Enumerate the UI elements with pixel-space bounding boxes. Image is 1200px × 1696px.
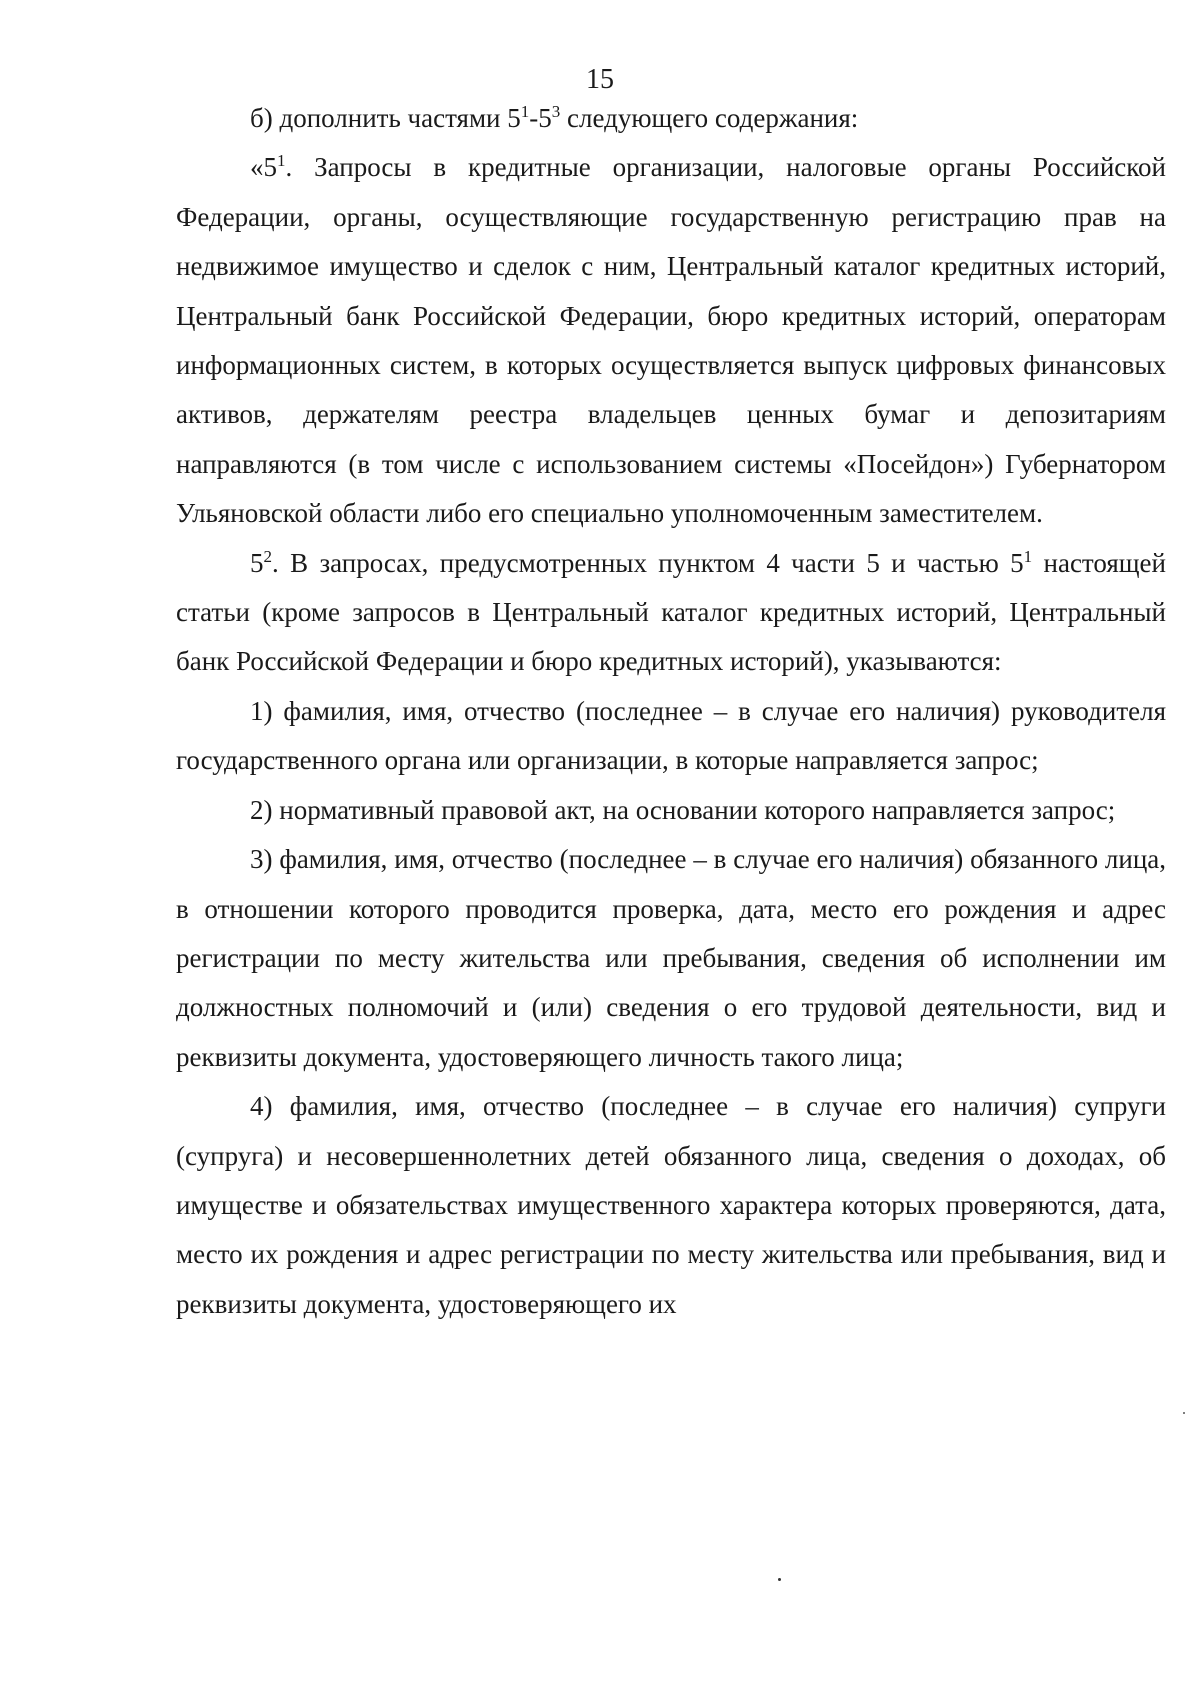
intro-text-pre: б) дополнить частями 5	[250, 103, 521, 133]
part-5-2-text-post: настоящей статьи (кроме запросов в Центральный каталог кредитных историй, Центральный банк Российской Федерации и бюро кредитных историй), указываются:	[176, 547, 1166, 677]
part-5-1-text-pre: «5	[250, 152, 277, 183]
page-number: 15	[586, 64, 614, 95]
paragraph-intro	[176, 94, 1166, 143]
scan-speck	[1183, 1412, 1185, 1414]
intro-superscript-2: 3	[551, 102, 561, 121]
list-item-3: 3) фамилия, имя, отчество (последнее – в случае его наличия) обязанного лица, в отношении которого проводится проверка, дата, место его рождения и адрес регистрации по месту жительства или пребывания, сведения об исполнении им должностных полномочий и (или) сведения о его трудовой деятельности, вид и реквизиты документа, удостоверяющего личность такого лица;	[176, 844, 1166, 1072]
part-5-1-superscript: 1	[277, 151, 286, 171]
document-body	[176, 94, 1166, 1329]
list-item-2: 2) нормативный правовой акт, на основании которого направляется запрос;	[250, 794, 1116, 825]
part-5-2-text-mid: . В запросах, предусмотренных пунктом 4 части 5 и частью 5	[272, 547, 1024, 578]
intro-superscript-1: 1	[520, 102, 530, 121]
part-5-2-superscript-2: 1	[1023, 546, 1033, 566]
list-item-4: 4) фамилия, имя, отчество (последнее – в случае его наличия) супруги (супруга) и несовершеннолетних детей обязанного лица, сведения о доходах, об имуществе и обязательствах имущественного характера которых проверяются, дата, место их рождения и адрес регистрации по месту жительства или пребывания, вид и реквизиты документа, удостоверяющего их	[176, 1091, 1166, 1319]
part-5-2-text-pre: 5	[250, 547, 264, 578]
paragraph-part-5-2	[176, 539, 1166, 687]
list-item-1: 1) фамилия, имя, отчество (последнее – в случае его наличия) руководителя государственного органа или организации, в которые направляется запрос;	[176, 695, 1166, 776]
intro-text-mid: -5	[529, 103, 552, 133]
scan-speck	[778, 1578, 781, 1581]
part-5-2-superscript-1: 2	[263, 546, 272, 566]
paragraph-part-5-1	[176, 143, 1166, 538]
part-5-1-text-post: . Запросы в кредитные организации, налоговые органы Российской Федерации, органы, осуществляющие государственную регистрацию прав на недвижимое имущество и сделок с ним, Центральный каталог кредитных историй, Центральный банк Российской Федерации, бюро кредитных историй, операторам информационных систем, в которых осуществляется выпуск цифровых финансовых активов, держателям реестра владельцев ценных бумаг и депозитариям направляются (в том числе с использованием системы «Посейдон») Губернатором Ульяновской области либо его специально уполномоченным заместителем.	[176, 152, 1166, 529]
intro-text-post: следующего содержания:	[560, 103, 859, 133]
